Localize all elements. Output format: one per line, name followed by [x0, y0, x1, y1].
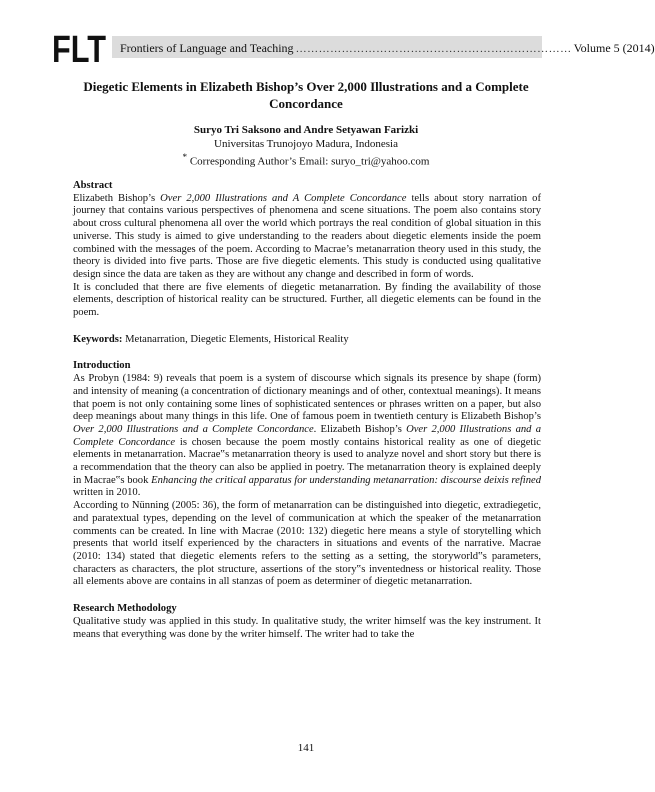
email-asterisk: *: [182, 152, 188, 162]
intro-text: written in 2010.: [73, 487, 141, 499]
email-text: Corresponding Author’s Email: suryo_tri@yahoo.com: [189, 155, 430, 168]
abstract-text: Elizabeth Bishop’s: [73, 192, 161, 204]
affiliation: Universitas Trunojoyo Madura, Indonesia: [214, 137, 398, 150]
intro-poem-title: Over 2,000 Illustrations and a Complete Concordance: [73, 423, 541, 448]
page-number: 141: [297, 742, 315, 754]
abstract-text: tells about story narration of journey that contains various perspectives of phenomena and scene situations. The poem also contains story about cross cultural phenomena all over the world which portrays the real condition of global situation in this universe. This study is aimed to give understanding to the readers about diegetic elements inside the poem combined with the messages of the poem. According to Macrae’s metanarration theory used in this study, the theory is divided into five parts. Those are five diegetic elements. This study is conducted using qualitative design since the data are taken as they are without any change and described in form of words.: [73, 192, 542, 280]
article-body: [73, 180, 541, 641]
introduction-paragraph-2: According to Nünning (2005: 36), the form of metanarration can be distinguished into diegetic, extradiegetic, and paratextual types, depending on the level of communication at which the speaker of the metanarration comments can be created. In line with Macrae (2010: 132) diegetic here means a style of storytelling which presents that world itself experienced by the characters in situations and events of the narrative. Macrae (2010: 134) stated that diegetic elements refers to the setting as a setting, the storyworld‟s parameters, characters as characters, the plot structure, assertions of the story‟s inventedness or historical reality. Those all elements above are contains in all stanzas of poem as determiner of diegetic metanarration.: [73, 500, 541, 588]
introduction-heading: Introduction: [73, 360, 131, 372]
methodology-paragraph-1: Qualitative study was applied in this study. In qualitative study, the writer himself was the key instrument. It means that everything was done by the writer himself. The writer had to take the: [73, 615, 541, 640]
volume-label: Volume 5 (2014): [573, 41, 655, 55]
article-title: Diegetic Elements in Elizabeth Bishop’s Over 2,000 Illustrations and a Complete Concordance: [83, 79, 529, 111]
author-block: [70, 124, 542, 169]
abstract-paragraph-1: [73, 193, 541, 282]
keywords-value: Metanarration, Diegetic Elements, Historical Reality: [122, 333, 349, 345]
journal-logo-text: FLT: [52, 29, 106, 71]
abstract-paragraph-2: It is concluded that there are five elements of diegetic metanarration. By finding the availability of those elements, description of historical reality can be structured. Further, all diegetic elements can be found in the poem.: [73, 281, 541, 319]
journal-logo: [52, 28, 106, 71]
introduction-paragraph-1: [73, 373, 541, 500]
keywords-label: Keywords:: [73, 333, 123, 345]
abstract-poem-title: Over 2,000 Illustrations and A Complete Concordance: [160, 192, 407, 204]
keywords: [73, 334, 541, 347]
journal-name: Frontiers of Language and Teaching: [120, 41, 294, 55]
methodology-heading: Research Methodology: [73, 603, 177, 615]
intro-text: is chosen because the poem mostly contains historical reality as one of diegetic elements in metanarration. Macrae‟s metanarration theory is used to analyze novel and short story but there is a recommendation that the theory can also be applied in poetry. The metanarration theory is explained deeply in Macrae‟s book: [73, 436, 541, 486]
abstract-heading: Abstract: [73, 180, 113, 191]
author-names: Suryo Tri Saksono and Andre Setyawan Farizki: [193, 124, 419, 136]
intro-text: . Elizabeth Bishop’s: [313, 423, 407, 435]
intro-book-title: Enhancing the critical apparatus for understanding metanarration: discourse deixis refined: [151, 474, 541, 486]
corresponding-email: [70, 151, 542, 169]
intro-text: As Probyn (1984: 9) reveals that poem is a system of discourse which signals its presence by shape (form) and intensity of meaning (a concentration of dictionary meanings and of other, contextual meanings). It means that poem is not only containing some lines of sophisticated sentences or phrases written on a paper, but also deep meanings about many things in this life. One of famous poem in twentieth century is Elizabeth Bishop’s: [73, 373, 541, 423]
running-header: [112, 36, 655, 58]
intro-poem-title: Over 2,000 Illustrations and a Complete Concordance: [73, 423, 314, 435]
header-leader-dots: ………………………………………………………………: [295, 42, 572, 55]
